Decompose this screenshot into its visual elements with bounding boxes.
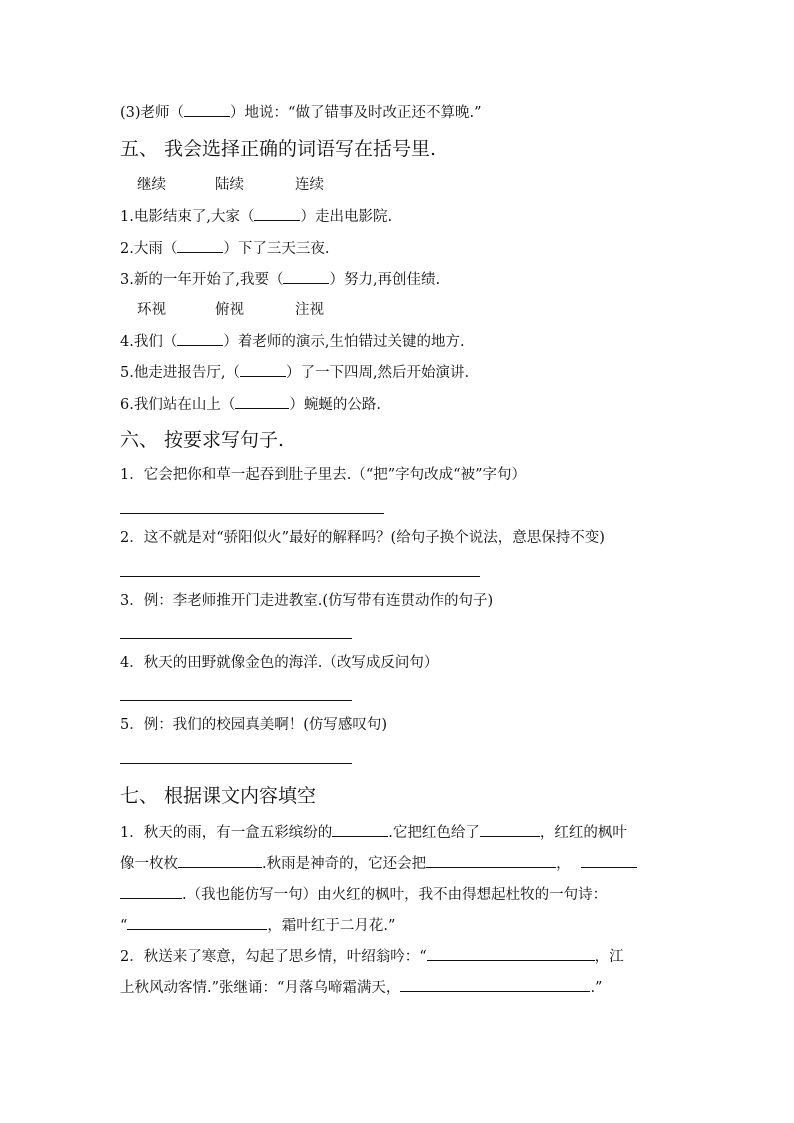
blank[interactable] <box>254 206 300 221</box>
word-option: 俯视 <box>215 302 244 318</box>
answer-line[interactable] <box>120 513 384 514</box>
recall-text: ，霜叶红于二月花.” <box>267 918 396 934</box>
question-3-text: (3)老师（ <box>120 105 185 121</box>
sentence-task-3: 3．例：李老师推开门走进教室.(仿写带有连贯动作的句子) <box>120 593 494 609</box>
fill-text: ）走出电影院. <box>300 209 393 225</box>
fill-question-4 <box>120 331 465 352</box>
fill-text: 1.电影结束了,大家（ <box>120 209 255 225</box>
word-choices-2 <box>137 300 324 320</box>
recall-line-5 <box>120 946 624 967</box>
blank[interactable] <box>240 362 286 377</box>
blank[interactable] <box>480 822 540 837</box>
recall-text: .秋雨是神奇的，它还会把 <box>262 856 427 872</box>
fill-text: ）着老师的演示,生怕错过关键的地方. <box>223 334 465 350</box>
recall-text: ，江 <box>594 949 624 965</box>
recall-text: 1．秋天的雨，有一盒五彩缤纷的 <box>120 825 333 841</box>
recall-text: “ <box>120 918 128 934</box>
fill-text: ）下了三天三夜. <box>223 241 330 257</box>
recall-text: .” <box>590 980 603 996</box>
recall-line-6 <box>120 977 602 998</box>
fill-question-2 <box>120 238 329 259</box>
question-3-line <box>120 102 481 123</box>
fill-text: ）努力,再创佳绩. <box>329 272 441 288</box>
answer-line[interactable] <box>120 700 352 701</box>
recall-text: 2．秋送来了寒意，勾起了思乡情，叶绍翁吟：“ <box>120 949 427 965</box>
blank[interactable] <box>177 331 223 346</box>
section-6-heading: 六、 按要求写句子. <box>120 429 285 451</box>
blank[interactable] <box>427 946 595 961</box>
recall-line-4 <box>120 915 395 936</box>
sentence-task-1: 1．它会把你和草一起吞到肚子里去.（“把”字句改成“被”字句） <box>120 467 526 483</box>
sentence-task-4: 4．秋天的田野就像金色的海洋.（改写成反问句） <box>120 655 439 671</box>
fill-question-5 <box>120 362 469 383</box>
blank[interactable] <box>400 977 590 992</box>
question-3-text-end: ）地说：“做了错事及时改正还不算晚.” <box>230 105 482 121</box>
recall-text: ，红红的枫叶 <box>539 825 627 841</box>
section-7-heading: 七、 根据课文内容填空 <box>120 785 317 807</box>
fill-question-3 <box>120 269 440 290</box>
blank[interactable] <box>235 394 289 409</box>
answer-line[interactable] <box>120 576 480 577</box>
blank[interactable] <box>581 853 637 868</box>
answer-line[interactable] <box>120 763 352 764</box>
word-choices-1 <box>137 175 324 195</box>
fill-text: ）了一下四周,然后开始演讲. <box>285 365 470 381</box>
fill-text: 5.他走进报告厅,（ <box>120 365 240 381</box>
fill-text: 3.新的一年开始了,我要（ <box>120 272 284 288</box>
fill-question-6 <box>120 394 381 415</box>
recall-line-1 <box>120 822 627 843</box>
blank[interactable] <box>177 238 223 253</box>
recall-text: 上秋风动客情.”张继诵：“月落乌啼霜满天， <box>120 980 401 996</box>
fill-text: 6.我们站在山上（ <box>120 397 236 413</box>
fill-question-1 <box>120 206 392 227</box>
blank[interactable] <box>120 884 182 899</box>
blank[interactable] <box>184 102 230 117</box>
blank[interactable] <box>178 853 262 868</box>
recall-text: ， <box>556 856 571 872</box>
fill-text: 4.我们（ <box>120 334 178 350</box>
recall-line-2 <box>120 853 637 874</box>
section-5-heading: 五、 我会选择正确的词语写在括号里. <box>120 138 437 160</box>
blank[interactable] <box>332 822 388 837</box>
word-option: 环视 <box>137 302 166 318</box>
sentence-task-2: 2．这不就是对“骄阳似火”最好的解释吗？(给句子换个说法，意思保持不变) <box>120 530 605 546</box>
fill-text: 2.大雨（ <box>120 241 178 257</box>
fill-text: ）蜿蜒的公路. <box>289 397 381 413</box>
word-option: 继续 <box>137 177 166 193</box>
sentence-task-5: 5．例：我们的校园真美啊！(仿写感叹句) <box>120 717 388 733</box>
word-option: 注视 <box>295 302 324 318</box>
word-option: 连续 <box>295 177 324 193</box>
blank[interactable] <box>283 269 329 284</box>
recall-text: .（我也能仿写一句）由火红的枫叶，我不由得想起杜牧的一句诗： <box>182 887 608 903</box>
blank[interactable] <box>127 915 267 930</box>
blank[interactable] <box>426 853 556 868</box>
recall-text: 像一枚枚 <box>120 856 178 872</box>
recall-text: .它把红色给了 <box>388 825 480 841</box>
answer-line[interactable] <box>120 638 352 639</box>
word-option: 陆续 <box>215 177 244 193</box>
recall-line-3 <box>120 884 607 905</box>
